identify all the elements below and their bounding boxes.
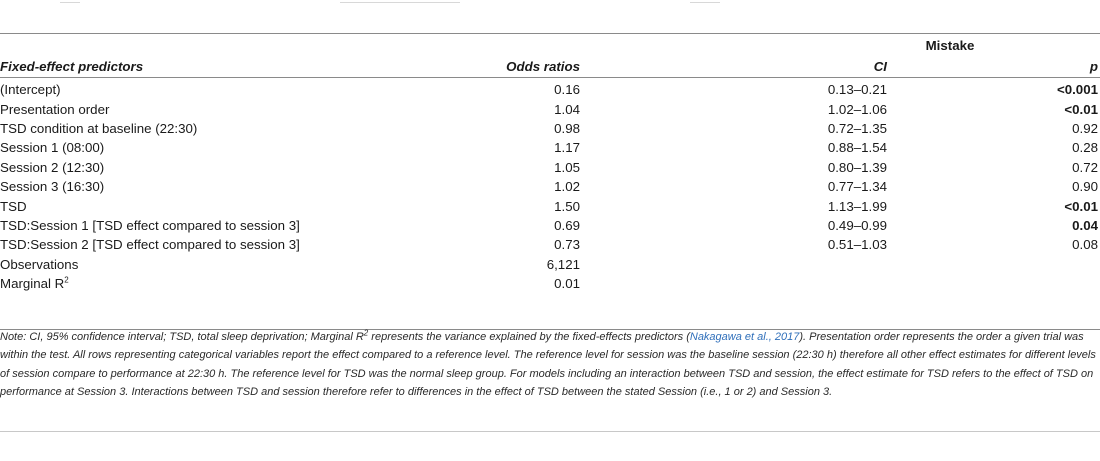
table-top-rule — [0, 33, 1100, 34]
cell-odds-ratio: 1.05 — [554, 159, 580, 175]
cell-predictor: TSD:Session 1 [TSD effect compared to session 3] — [0, 217, 300, 233]
cell-p: 0.92 — [1072, 120, 1098, 136]
note-superscript: 2 — [363, 328, 369, 338]
table-row — [0, 99, 1100, 118]
header-ci: CI — [597, 55, 899, 78]
cell-ci: 0.80–1.39 — [827, 159, 887, 175]
cell-predictor: Session 1 (08:00) — [0, 140, 105, 156]
note-text-2: represents the variance explained by the fixed-effects predictors ( — [368, 331, 690, 343]
cell-p — [899, 274, 1100, 293]
cell-odds-ratio: 0.73 — [554, 237, 580, 253]
note-text-3: ). Presentation order represents the order a given trial was within the test. All rows representing categorical variables report the effect compared to a reference level. The reference level for session was the baseline session (22:30 h) therefore all other effect estimates for different levels of session compare to performance at 22:30 h. The reference level for TSD was the normal sleep group. For models including an interaction between TSD and session, the effect estimate for TSD refers to the effect of TSD on performance at Session 3. Interactions between TSD and session therefore refer to differences in the effect of TSD between the stated Session (i.e., 1 or 2) and Session 3. — [0, 331, 1096, 399]
cell-p: 0.90 — [1072, 179, 1098, 195]
footer-rule — [0, 431, 1100, 432]
cell-predictor: TSD — [0, 198, 27, 214]
cell-ci: 1.13–1.99 — [827, 198, 887, 214]
cell-predictor: Session 3 (16:30) — [0, 179, 105, 195]
table-row — [0, 158, 1100, 177]
table-row — [0, 78, 1100, 100]
cell-ci — [597, 255, 899, 274]
header-p: p — [899, 55, 1100, 78]
cell-p: 0.04 — [1072, 217, 1098, 233]
table-row — [0, 274, 1100, 293]
cell-odds-ratio: 0.16 — [554, 82, 580, 98]
cell-odds-ratio: 0.69 — [554, 217, 580, 233]
column-header-row — [0, 55, 1100, 78]
cell-odds-ratio: 1.04 — [554, 101, 580, 117]
cell-ci: 0.51–1.03 — [827, 237, 887, 253]
cell-p — [899, 255, 1100, 274]
cell-ci: 0.72–1.35 — [827, 120, 887, 136]
group-header-row — [0, 35, 1100, 55]
cell-p: 0.72 — [1072, 159, 1098, 175]
cell-odds-ratio: 6,121 — [546, 256, 580, 272]
cell-odds-ratio: 1.50 — [554, 198, 580, 214]
cell-ci — [597, 274, 899, 293]
cell-ci: 0.88–1.54 — [827, 140, 887, 156]
cell-ci: 0.49–0.99 — [827, 217, 887, 233]
table-row — [0, 138, 1100, 157]
group-header-mistake: Mistake — [925, 37, 975, 53]
citation-link[interactable]: Nakagawa et al., 2017 — [689, 331, 800, 343]
cell-predictor: Presentation order — [0, 101, 110, 117]
note-text-1: Note: CI, 95% confidence interval; TSD, total sleep deprivation; Marginal R — [0, 331, 364, 343]
r-squared-superscript: 2 — [64, 275, 69, 285]
table-note — [0, 328, 1098, 402]
table-row — [0, 177, 1100, 196]
cell-p: 0.08 — [1072, 237, 1098, 253]
header-predictors: Fixed-effect predictors — [0, 55, 400, 78]
header-odds-ratios: Odds ratios — [400, 55, 597, 78]
cell-ci: 0.13–0.21 — [827, 82, 887, 98]
cell-odds-ratio: 1.17 — [554, 140, 580, 156]
cell-odds-ratio: 0.01 — [554, 276, 580, 292]
clipped-previous-text — [0, 0, 1100, 10]
cell-predictor: Observations — [0, 256, 79, 272]
table-row — [0, 255, 1100, 274]
cell-predictor: (Intercept) — [0, 82, 61, 98]
cell-predictor: TSD:Session 2 [TSD effect compared to session 3] — [0, 237, 300, 253]
cell-predictor: TSD condition at baseline (22:30) — [0, 120, 198, 136]
cell-p: <0.001 — [1056, 82, 1098, 98]
cell-p: <0.01 — [1064, 198, 1098, 214]
cell-p: 0.28 — [1072, 140, 1098, 156]
results-table — [0, 35, 1100, 293]
table-row — [0, 216, 1100, 235]
cell-odds-ratio: 1.02 — [554, 179, 580, 195]
table-row — [0, 196, 1100, 215]
cell-odds-ratio: 0.98 — [554, 120, 580, 136]
cell-ci: 0.77–1.34 — [827, 179, 887, 195]
cell-predictor: Marginal $R^2$ — [0, 275, 69, 292]
table-row — [0, 119, 1100, 138]
cell-predictor: Session 2 (12:30) — [0, 159, 105, 175]
cell-p: <0.01 — [1064, 101, 1098, 117]
cell-ci: 1.02–1.06 — [827, 101, 887, 117]
table-row — [0, 235, 1100, 254]
